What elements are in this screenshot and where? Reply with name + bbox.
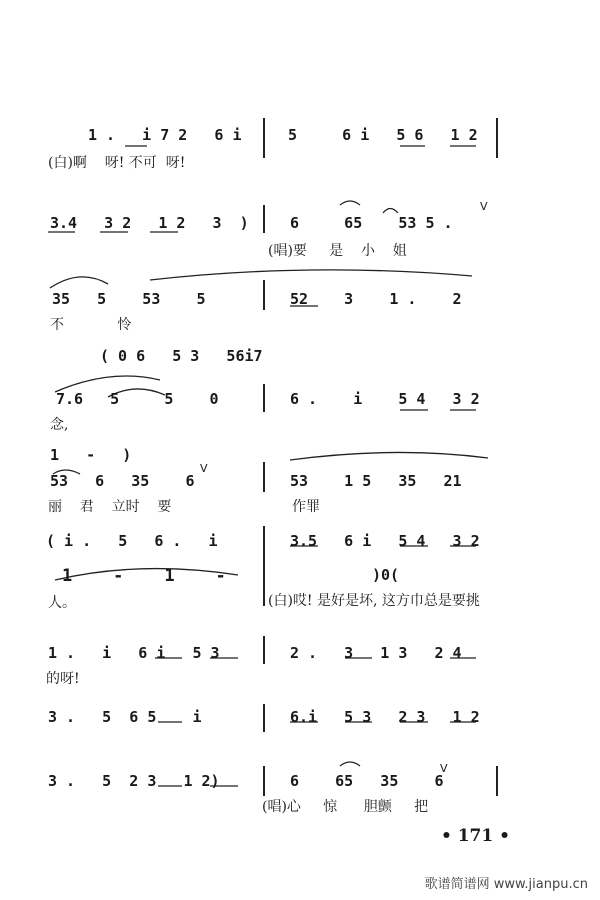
notes-row-1-right: 5 6 i 5 6 1 2 [288,126,478,144]
notes-row-9-left: 3 . 5 6 5 i [48,708,202,726]
notes-row-9-right: 6.i 5 3 2 3 1 2 [290,708,480,726]
lyrics-row-7-left: 人。 [48,595,76,611]
barline [263,704,265,732]
notes-row-5-right: 53 1 5 35 21 [290,472,462,490]
notes-row-7-left: 1 - 1 - [62,566,226,586]
lyrics-row-10-right: (唱)心 惊 胆颤 把 [262,799,429,815]
barline [263,766,265,796]
lyrics-row-5-right: 作罪 [292,499,320,515]
notes-row-3-right: 52 3 1 . 2 [290,290,462,308]
barline [263,280,265,310]
notes-row-1-left: 1 . i 7 2 6 i [88,126,242,144]
breath-mark: V [440,762,448,775]
notes-row-8-left: 1 . i 6 i 5 3 [48,644,220,662]
notes-row-8-right: 2 . 3 1 3 2 4 [290,644,462,662]
notes-row-10-right: 6 65 35 6 [290,772,444,790]
lyrics-row-8-left: 的呀! [46,671,80,687]
notes-row-6-left: ( i . 5 6 . i [46,532,218,550]
lyrics-row-7-right: (白)哎! 是好是坏, 这方巾总是要挑 [268,593,480,609]
watermark: 歌谱简谱网 www.jianpu.cn [424,877,588,892]
notes-row-6-right: 3.5 6 i 5 4 3 2 [290,532,480,550]
lyrics-row-2-right: (唱)要 是 小 姐 [268,243,407,259]
notes-row-10-left: 3 . 5 2 3 1 2) [48,772,220,790]
barline [263,118,265,158]
lyrics-row-1-left: (白)啊 呀! 不可 呀! [48,155,186,171]
notes-row-5-above: 1 - ) [50,446,132,464]
notes-row-4-left: 7.6 5 5 0 [56,390,219,408]
breath-mark: V [480,200,488,213]
notes-row-5-left: 53 6 35 6 [50,472,195,490]
barline [263,462,265,492]
lyrics-row-3-left: 不 怜 [50,317,132,333]
lyrics-row-5-left: 丽 君 立时 要 [48,499,172,515]
breath-mark: V [200,462,208,475]
notes-row-2-right: 6 65 53 5 . [290,214,453,232]
barline [496,118,498,158]
barline [496,766,498,796]
notes-row-2-left: 3.4 3 2 1 2 3 ) [50,214,249,232]
barline [263,384,265,412]
barline [263,205,265,233]
notes-row-7-right: )0( [372,566,400,584]
barline [263,526,265,606]
notes-row-3-left: 35 5 53 5 [52,290,206,308]
notes-row-4-right: 6 . i 5 4 3 2 [290,390,480,408]
barline [263,636,265,664]
page-number: • 171 • [440,826,510,846]
notes-row-4-above: ( 0 6 5 3 56i7 [100,347,263,365]
lyrics-row-4-left: 念, [50,417,69,433]
